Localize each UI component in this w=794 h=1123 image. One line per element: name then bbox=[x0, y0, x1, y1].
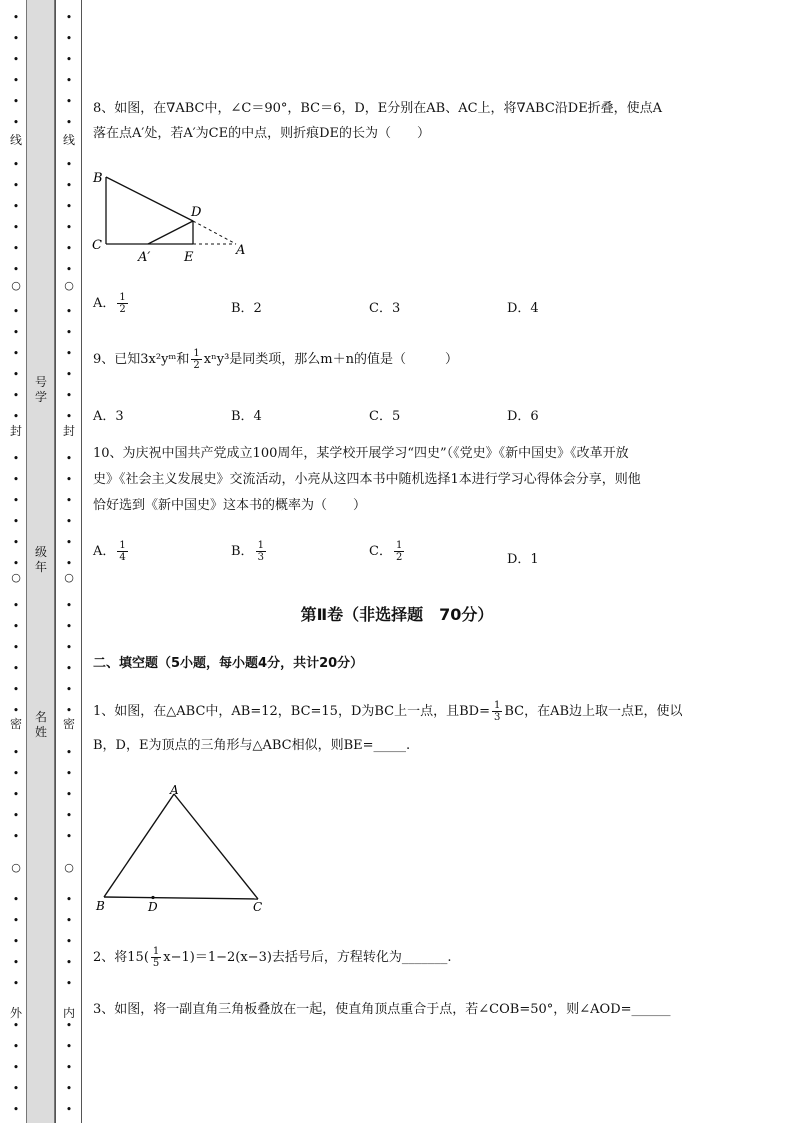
fill1-label-a: A bbox=[170, 783, 179, 797]
inner-dot: • bbox=[65, 32, 73, 45]
inner-dot: • bbox=[65, 95, 73, 108]
left-dot: • bbox=[12, 326, 20, 339]
fill1-triangle-figure bbox=[90, 782, 275, 917]
left-dot: • bbox=[12, 935, 20, 948]
inner-cut-label: 封 bbox=[62, 424, 75, 438]
fill1-label-c: C bbox=[253, 900, 263, 914]
inner-dot: • bbox=[65, 410, 73, 423]
info-column bbox=[26, 0, 55, 1123]
section-title: 第Ⅱ卷（非选择题 70分） bbox=[300, 605, 494, 624]
q10-line3: 恰好选到《新中国史》这本书的概率为（ ） bbox=[93, 498, 367, 513]
left-dot: • bbox=[12, 746, 20, 759]
inner-dot: • bbox=[65, 767, 73, 780]
q8-label-a-prime: A′ bbox=[138, 250, 151, 265]
inner-dot: • bbox=[65, 557, 73, 570]
left-dot: • bbox=[12, 53, 20, 66]
inner-dot: • bbox=[65, 305, 73, 318]
left-dot: • bbox=[12, 221, 20, 234]
left-dot: • bbox=[12, 116, 20, 129]
left-dot: • bbox=[12, 158, 20, 171]
left-dot: • bbox=[12, 494, 20, 507]
inner-dot: • bbox=[65, 116, 73, 129]
left-dot: • bbox=[12, 599, 20, 612]
name-field: 名姓 bbox=[34, 710, 47, 739]
left-dot: • bbox=[12, 263, 20, 276]
left-circle-mark: ○ bbox=[11, 279, 21, 292]
inner-dot: • bbox=[65, 11, 73, 24]
left-dot: • bbox=[12, 305, 20, 318]
inner-dot: • bbox=[65, 1061, 73, 1074]
q9-option-b[interactable]: B．4 bbox=[231, 409, 262, 424]
left-circle-mark: ○ bbox=[11, 571, 21, 584]
inner-dot: • bbox=[65, 368, 73, 381]
left-dot: • bbox=[12, 956, 20, 969]
inner-dot: • bbox=[65, 74, 73, 87]
inner-dot-column bbox=[59, 0, 79, 1123]
inner-dot: • bbox=[65, 347, 73, 360]
left-dot: • bbox=[12, 515, 20, 528]
left-dot: • bbox=[12, 977, 20, 990]
inner-dot: • bbox=[65, 158, 73, 171]
left-circle-mark: ○ bbox=[11, 861, 21, 874]
inner-dot: • bbox=[65, 809, 73, 822]
inner-dot: • bbox=[65, 893, 73, 906]
inner-dot: • bbox=[65, 1040, 73, 1053]
left-dot: • bbox=[12, 704, 20, 717]
left-cut-label: 线 bbox=[9, 133, 22, 147]
inner-dot: • bbox=[65, 221, 73, 234]
q8-option-b[interactable]: B．2 bbox=[231, 301, 262, 316]
left-dot: • bbox=[12, 662, 20, 675]
inner-dot: • bbox=[65, 452, 73, 465]
inner-dot: • bbox=[65, 662, 73, 675]
inner-dot: • bbox=[65, 977, 73, 990]
inner-cut-label: 密 bbox=[62, 717, 75, 731]
left-dot: • bbox=[12, 1019, 20, 1032]
fill2-text: 2、将15( $\frac{1}{5}$ x−1)＝1−2(x−3)去括号后，方程转化为_______. bbox=[93, 946, 452, 969]
inner-dot: • bbox=[65, 704, 73, 717]
left-cut-label: 密 bbox=[9, 717, 22, 731]
left-dot: • bbox=[12, 368, 20, 381]
inner-dot: • bbox=[65, 515, 73, 528]
inner-dot: • bbox=[65, 389, 73, 402]
q8-label-d: D bbox=[191, 205, 202, 220]
q8-label-b: B bbox=[93, 171, 103, 186]
left-dot: • bbox=[12, 452, 20, 465]
left-cut-label: 封 bbox=[9, 424, 22, 438]
left-dot: • bbox=[12, 32, 20, 45]
q8-label-c: C bbox=[92, 238, 102, 253]
inner-dot: • bbox=[65, 746, 73, 759]
inner-dot: • bbox=[65, 683, 73, 696]
left-dot: • bbox=[12, 1061, 20, 1074]
inner-dot: • bbox=[65, 536, 73, 549]
left-dot: • bbox=[12, 200, 20, 213]
left-dot: • bbox=[12, 767, 20, 780]
q9-option-c[interactable]: C．5 bbox=[369, 409, 401, 424]
q8-label-e: E bbox=[184, 250, 194, 265]
inner-dot: • bbox=[65, 200, 73, 213]
q8-option-a[interactable]: A． $\frac{1}{2}$ bbox=[93, 292, 126, 315]
q10-option-c[interactable]: C． $\frac{1}{2}$ bbox=[369, 540, 403, 563]
inner-dot: • bbox=[65, 263, 73, 276]
q9-text: 9、已知3x²yᵐ和 $\frac{1}{2}$ xⁿy³是同类项，那么m＋n的值是（ ） bbox=[93, 348, 458, 371]
left-dot: • bbox=[12, 389, 20, 402]
left-dot: • bbox=[12, 347, 20, 360]
q10-option-d[interactable]: D．1 bbox=[507, 552, 539, 567]
left-dot: • bbox=[12, 536, 20, 549]
left-dot: • bbox=[12, 410, 20, 423]
fill1-line2: B，D，E为顶点的三角形与△ABC相似，则BE=_____. bbox=[93, 738, 411, 753]
student-number-field: 号学 bbox=[34, 375, 47, 404]
fill3-text: 3、如图，将一副直角三角板叠放在一起，使直角顶点重合于点，若∠COB=50°，则∠AOD=______ bbox=[93, 1002, 671, 1017]
fill1-label-d: D bbox=[148, 900, 158, 914]
left-dot: • bbox=[12, 1103, 20, 1116]
fill1-line1: 1、如图，在△ABC中，AB=12，BC=15，D为BC上一点，且BD= $\frac{1}{3}$ BC，在AB边上取一点E，使以 bbox=[93, 700, 683, 723]
inner-dot: • bbox=[65, 326, 73, 339]
inner-dot: • bbox=[65, 179, 73, 192]
inner-dot: • bbox=[65, 935, 73, 948]
inner-dot: • bbox=[65, 1103, 73, 1116]
left-dot: • bbox=[12, 11, 20, 24]
inner-dot: • bbox=[65, 914, 73, 927]
q9-option-a[interactable]: A．3 bbox=[93, 409, 124, 424]
inner-circle-mark: ○ bbox=[64, 861, 74, 874]
inner-dot: • bbox=[65, 53, 73, 66]
inner-cut-label: 线 bbox=[62, 133, 75, 147]
q8-figure bbox=[88, 165, 258, 265]
inner-dot: • bbox=[65, 1082, 73, 1095]
left-dot: • bbox=[12, 557, 20, 570]
left-dot: • bbox=[12, 473, 20, 486]
left-dot: • bbox=[12, 1040, 20, 1053]
left-dot: • bbox=[12, 1082, 20, 1095]
inner-dot: • bbox=[65, 620, 73, 633]
inner-circle-mark: ○ bbox=[64, 279, 74, 292]
q8-label-a: A bbox=[236, 243, 246, 258]
q8-line1: 8、如图，在∇ABC中，∠C＝90°，BC＝6，D，E分别在AB、AC上，将∇ABC沿DE折叠，使点A bbox=[93, 101, 663, 116]
left-dot: • bbox=[12, 788, 20, 801]
q10-option-a[interactable]: A． $\frac{1}{4}$ bbox=[93, 540, 126, 563]
left-dot: • bbox=[12, 809, 20, 822]
inner-circle-mark: ○ bbox=[64, 571, 74, 584]
left-dot-column bbox=[6, 0, 26, 1123]
inner-dot: • bbox=[65, 788, 73, 801]
left-dot: • bbox=[12, 830, 20, 843]
inner-dot: • bbox=[65, 641, 73, 654]
inner-dot: • bbox=[65, 599, 73, 612]
left-dot: • bbox=[12, 95, 20, 108]
fill1-label-b: B bbox=[96, 899, 105, 913]
left-dot: • bbox=[12, 914, 20, 927]
q10-line1: 10、为庆祝中国共产党成立100周年，某学校开展学习“四史”（《党史》《新中国史》《改革开放 bbox=[93, 446, 629, 461]
q8-option-c[interactable]: C．3 bbox=[369, 301, 401, 316]
left-dot: • bbox=[12, 683, 20, 696]
left-cut-label: 外 bbox=[9, 1006, 22, 1020]
q8-line2: 落在点A′处，若A′为CE的中点，则折痕DE的长为（ ） bbox=[93, 126, 431, 141]
left-dot: • bbox=[12, 641, 20, 654]
left-dot: • bbox=[12, 179, 20, 192]
class-field: 级年 bbox=[34, 545, 47, 574]
section-subtitle: 二、填空题（5小题，每小题4分，共计20分） bbox=[93, 656, 364, 671]
inner-cut-label: 内 bbox=[62, 1006, 75, 1020]
inner-dot: • bbox=[65, 242, 73, 255]
q10-option-b[interactable]: B． $\frac{1}{3}$ bbox=[231, 540, 264, 563]
q10-line2: 史》《社会主义发展史》交流活动，小亮从这四本书中随机选择1本进行学习心得体会分享，则他 bbox=[93, 472, 641, 487]
inner-dot: • bbox=[65, 1019, 73, 1032]
inner-dot: • bbox=[65, 956, 73, 969]
left-dot: • bbox=[12, 242, 20, 255]
inner-dot: • bbox=[65, 494, 73, 507]
inner-dot: • bbox=[65, 830, 73, 843]
q8-option-d[interactable]: D．4 bbox=[507, 301, 539, 316]
inner-dot: • bbox=[65, 473, 73, 486]
left-dot: • bbox=[12, 893, 20, 906]
left-dot: • bbox=[12, 74, 20, 87]
q9-option-d[interactable]: D．6 bbox=[507, 409, 539, 424]
left-dot: • bbox=[12, 620, 20, 633]
